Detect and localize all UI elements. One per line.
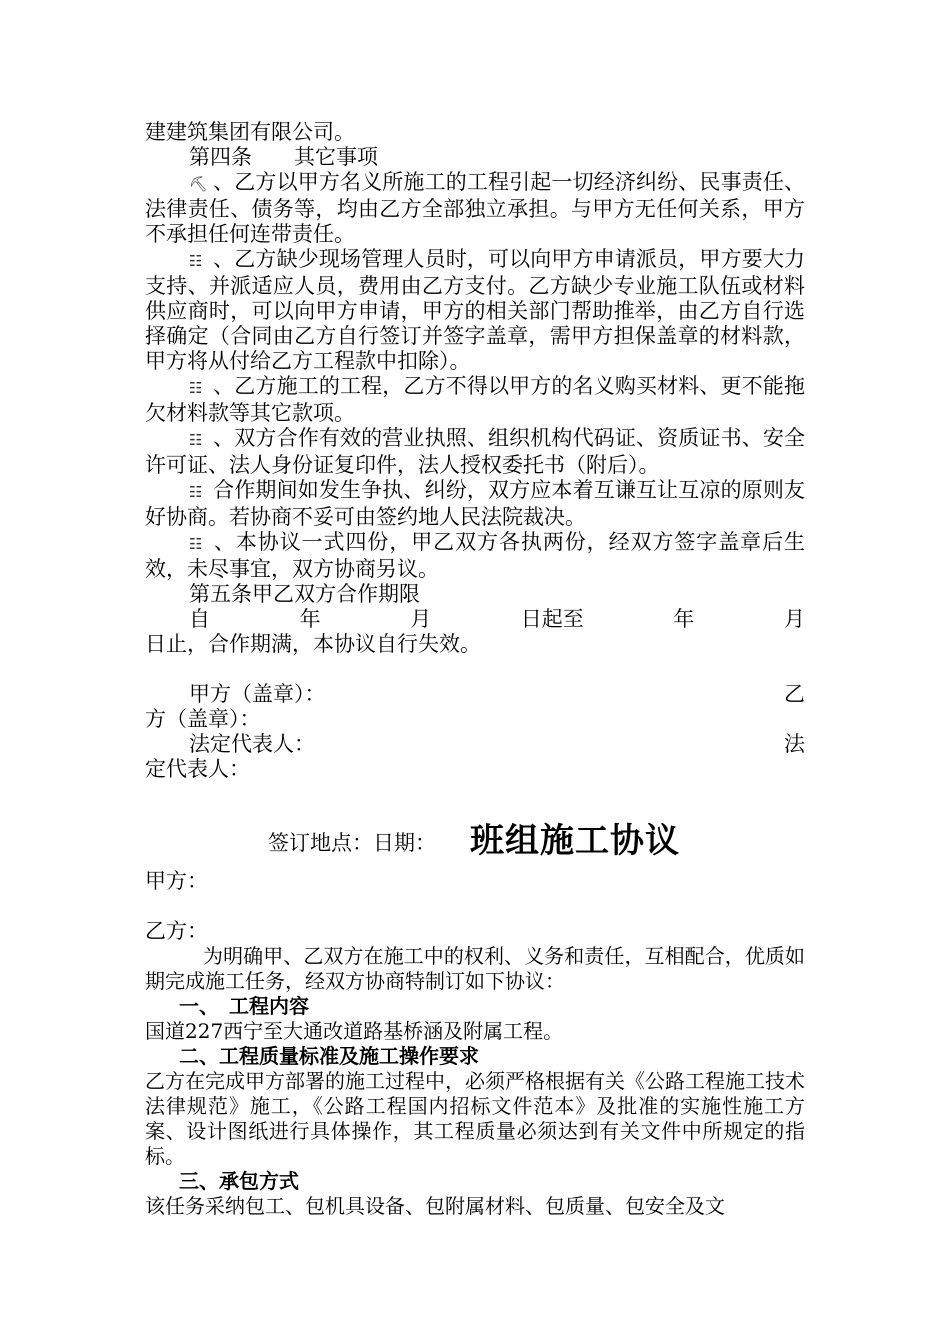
list-bullet-icon: ☷	[189, 535, 203, 553]
article-4-item-6: ☷ 、本协议一式四份，甲乙双方各执两份，经双方签字盖章后生效，未尽事宜，双方协商另议。	[145, 530, 805, 581]
party-a-label: 甲方：	[145, 869, 208, 893]
sign-place-date: 签订地点：日期：	[268, 831, 436, 855]
period-line: 自 年 月 日起至 年 月	[189, 607, 805, 631]
title-line	[145, 807, 805, 867]
party-b-representative-head: 法	[784, 732, 805, 756]
section-2-heading: 二、工程质量标准及施工操作要求	[179, 1044, 479, 1068]
list-bullet-icon: ☷	[189, 252, 203, 270]
rep-line	[145, 732, 805, 757]
article-5-heading: 第五条甲乙双方合作期限	[189, 582, 420, 606]
list-bullet-icon: ⛏	[189, 175, 209, 193]
party-b-seal-head: 乙	[784, 682, 805, 706]
list-bullet-icon: ☷	[189, 379, 203, 397]
section-1-text: 国道227西宁至大通改道路基桥涵及附属工程。	[145, 1019, 564, 1043]
party-a-seal: 甲方（盖章）：	[189, 682, 326, 706]
section-2-text: 乙方在完成甲方部署的施工过程中，必须严格根据有关《公路工程施工技术法律规范》施工，《公路工程国内招标文件范本》及批准的实施性施工方案、设计图纸进行具体操作，其工程质量必须达到有关文件中所规定的指标。	[145, 1069, 805, 1168]
list-bullet-icon: ☷	[189, 431, 203, 449]
document-page	[145, 120, 805, 1219]
seal-line	[145, 682, 805, 707]
article-4-item-2: ☷ 、乙方缺少现场管理人员时，可以向甲方申请派员，甲方要大力支持、并派适应人员，费用由乙方支付。乙方缺少专业施工队伍或材料供应商时，可以向甲方申请，甲方的相关部门帮助推举，由乙方自行选择确定（合同由乙方自行签订并签字盖章，需甲方担保盖章的材料款，甲方将从付给乙方工程款中扣除）。	[145, 247, 805, 373]
article-4-item-1: ⛏ 、乙方以甲方名义所施工的工程引起一切经济纠纷、民事责任、法律责任、债务等，均由乙方全部独立承担。与甲方无任何关系，甲方不承担任何连带责任。	[145, 170, 805, 246]
section-1-heading: 一、 工程内容	[179, 994, 309, 1018]
company-name-tail: 建建筑集团有限公司。	[145, 120, 355, 144]
intro-paragraph: 为明确甲、乙双方在施工中的权利、义务和责任，互相配合，优质如期完成施工任务，经双方协商特制订如下协议：	[145, 944, 805, 993]
article-4-item-3: ☷ 、乙方施工的工程，乙方不得以甲方的名义购买材料、更不能拖欠材料款等其它款项。	[145, 374, 805, 425]
list-bullet-icon: ☷	[189, 483, 203, 501]
party-b-seal-tail: 方（盖章）：	[145, 707, 261, 731]
party-b-representative-tail: 定代表人：	[145, 757, 250, 781]
article-4-item-4: ☷ 、双方合作有效的营业执照、组织机构代码证、资质证书、安全许可证、法人身份证复印件，法人授权委托书（附后）。	[145, 426, 805, 477]
party-b-label: 乙方：	[145, 919, 208, 943]
section-3-text: 该任务采纳包工、包机具设备、包附属材料、包质量、包安全及文	[145, 1194, 725, 1218]
period-tail: 日止，合作期满，本协议自行失效。	[145, 632, 481, 656]
article-4-item-5: ☷ 合作期间如发生争执、纠纷，双方应本着互谦互让互凉的原则友好协商。若协商不妥可由签约地人民法院裁决。	[145, 478, 805, 529]
section-3-heading: 三、承包方式	[179, 1169, 299, 1193]
party-a-representative: 法定代表人：	[189, 732, 315, 756]
article-4-heading: 第四条 其它事项	[189, 145, 378, 169]
document-title: 班组施工协议	[470, 821, 680, 861]
